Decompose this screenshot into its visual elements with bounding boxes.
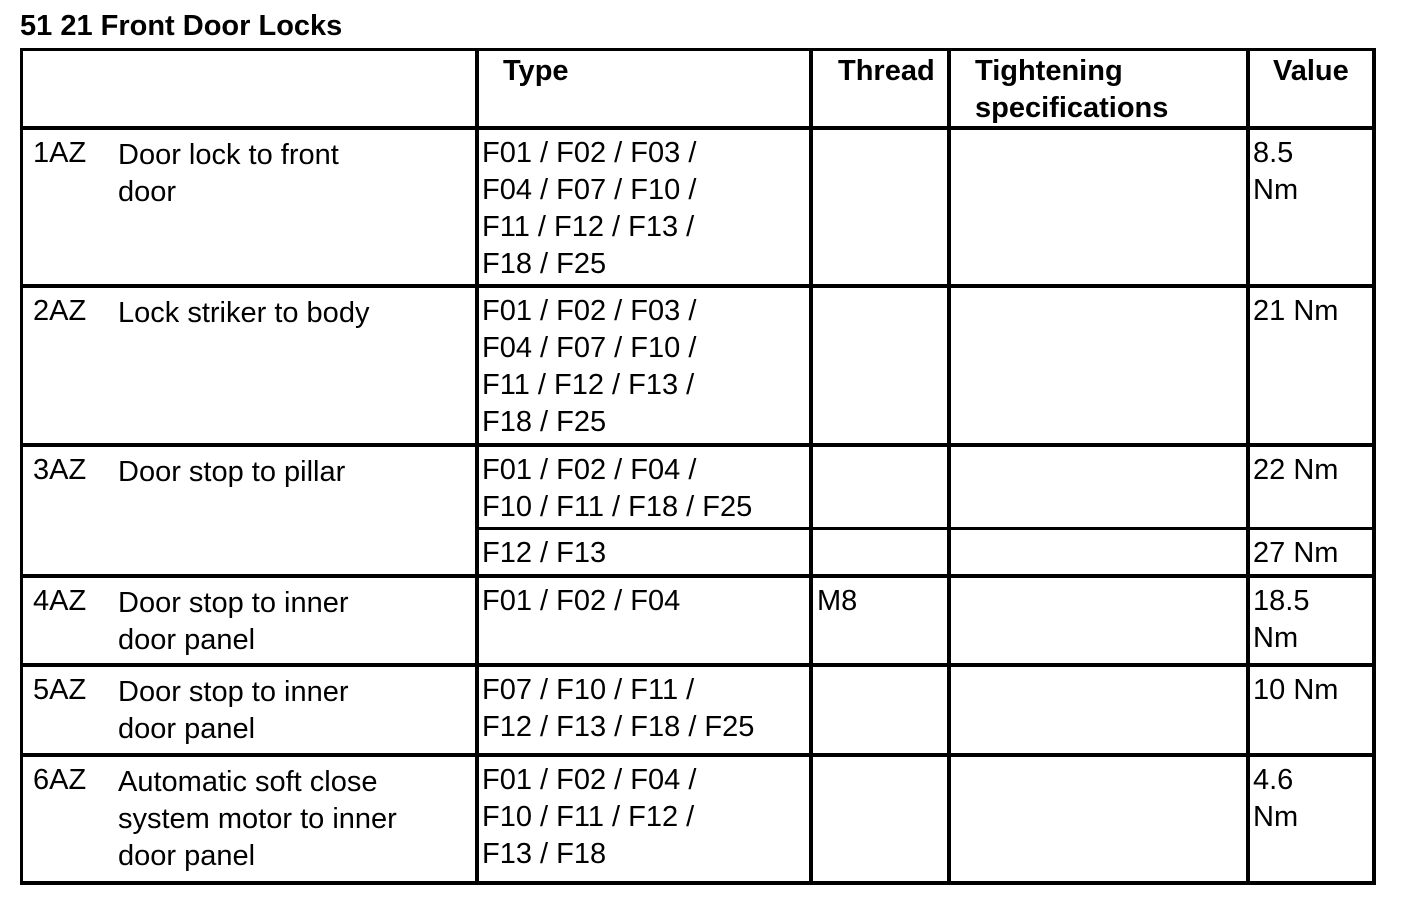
row-type: F18 / F25 — [482, 248, 607, 280]
row-code: 2AZ — [33, 295, 87, 327]
row-value: Nm — [1253, 801, 1299, 833]
row-type: F11 / F12 / F13 / — [482, 369, 695, 401]
row-value: Nm — [1253, 622, 1299, 654]
row-description: Door lock to front — [118, 139, 339, 171]
row-description: Door stop to pillar — [118, 456, 346, 488]
row-divider — [20, 753, 1376, 757]
row-code: 6AZ — [33, 764, 87, 796]
row-type: F18 / F25 — [482, 406, 607, 438]
column-divider — [1246, 48, 1250, 885]
table-border-bottom — [20, 881, 1376, 885]
row-divider — [20, 574, 1376, 578]
row-value: Nm — [1253, 174, 1299, 206]
row-value: 22 Nm — [1253, 454, 1339, 486]
row-description: door panel — [118, 840, 256, 872]
row-value: 8.5 — [1253, 137, 1294, 169]
header-value: Value — [1273, 55, 1349, 87]
row-code: 1AZ — [33, 137, 87, 169]
row-description: door — [118, 176, 177, 208]
row-thread: M8 — [817, 585, 858, 617]
subrow-divider — [476, 527, 1376, 530]
row-divider — [20, 443, 1376, 447]
header-divider — [20, 126, 1376, 130]
row-type: F01 / F02 / F03 / — [482, 295, 697, 327]
row-code: 4AZ — [33, 585, 87, 617]
page-title: 51 21 Front Door Locks — [20, 10, 343, 42]
row-description: door panel — [118, 713, 256, 745]
header-tightening-line1: Tightening — [975, 55, 1123, 87]
row-description: system motor to inner — [118, 803, 397, 835]
row-type: F01 / F02 / F04 / — [482, 764, 697, 796]
table-border-top — [20, 48, 1376, 51]
row-type: F01 / F02 / F03 / — [482, 137, 697, 169]
header-tightening-line2: specifications — [975, 92, 1169, 124]
subrow-value: 27 Nm — [1253, 537, 1339, 569]
row-description: Door stop to inner — [118, 676, 349, 708]
row-code: 3AZ — [33, 454, 87, 486]
row-value: 4.6 — [1253, 764, 1294, 796]
row-divider — [20, 663, 1376, 667]
row-type: F04 / F07 / F10 / — [482, 174, 697, 206]
row-type: F10 / F11 / F12 / — [482, 801, 695, 833]
column-divider — [809, 48, 813, 885]
row-type: F13 / F18 — [482, 838, 607, 870]
row-description: Door stop to inner — [118, 587, 349, 619]
row-description: door panel — [118, 624, 256, 656]
column-divider — [947, 48, 951, 885]
row-type: F07 / F10 / F11 / — [482, 674, 695, 706]
row-description: Lock striker to body — [118, 297, 370, 329]
header-type: Type — [503, 55, 569, 87]
table-border-right — [1372, 48, 1376, 885]
row-code: 5AZ — [33, 674, 87, 706]
row-divider — [20, 284, 1376, 288]
header-thread: Thread — [838, 55, 935, 87]
row-type: F11 / F12 / F13 / — [482, 211, 695, 243]
row-description: Automatic soft close — [118, 766, 378, 798]
row-type: F04 / F07 / F10 / — [482, 332, 697, 364]
column-divider — [475, 48, 479, 885]
row-value: 10 Nm — [1253, 674, 1339, 706]
row-type: F12 / F13 / F18 / F25 — [482, 711, 755, 743]
subrow-type: F12 / F13 — [482, 537, 607, 569]
row-value: 18.5 — [1253, 585, 1310, 617]
row-type: F01 / F02 / F04 / — [482, 454, 697, 486]
table-border-left — [20, 48, 23, 885]
row-type: F10 / F11 / F18 / F25 — [482, 491, 753, 523]
row-type: F01 / F02 / F04 — [482, 585, 681, 617]
row-value: 21 Nm — [1253, 295, 1339, 327]
